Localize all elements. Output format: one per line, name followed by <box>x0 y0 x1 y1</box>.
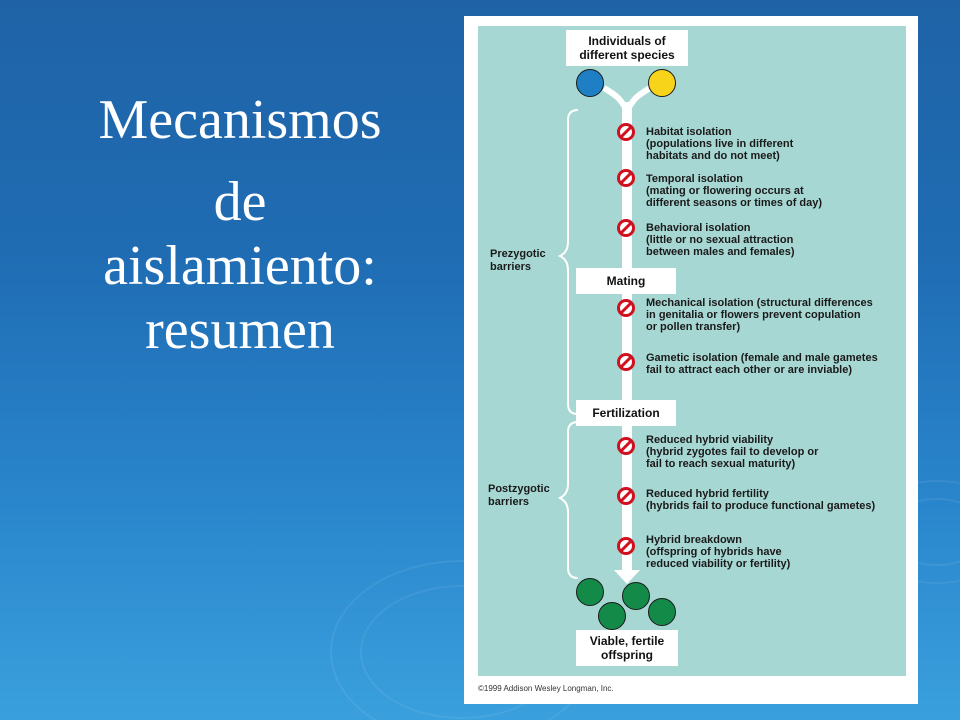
barrier-detail: habitats and do not meet) <box>646 150 780 162</box>
offspring-circle <box>648 598 676 626</box>
species-b-circle <box>648 69 676 97</box>
prezygotic-label-line: Prezygotic <box>490 248 546 260</box>
barrier-name: Gametic isolation (female and male gametes <box>646 352 878 364</box>
mating-label: Mating <box>606 274 646 288</box>
offspring-circle <box>576 578 604 606</box>
start-box <box>566 30 688 66</box>
no-entry-icon <box>616 436 636 456</box>
converge-arrow-left <box>604 88 624 106</box>
fertilization-label: Fertilization <box>592 406 660 420</box>
barrier-detail: (mating or flowering occurs at <box>646 185 804 197</box>
prezygotic-label <box>490 248 546 274</box>
offspring-circle <box>622 582 650 610</box>
species-a-circle <box>576 69 604 97</box>
barrier-detail: (offspring of hybrids have <box>646 546 782 558</box>
barrier-mechanical-isolation <box>646 297 873 333</box>
title-line: Mecanismos <box>98 89 382 151</box>
mating-box <box>576 268 676 294</box>
title-line: de <box>213 171 267 233</box>
slide-title <box>40 88 440 362</box>
postzygotic-label <box>488 483 550 509</box>
start-box-line: Individuals of <box>588 34 666 48</box>
barrier-detail: (hybrids fail to produce functional gametes) <box>646 500 876 512</box>
barrier-detail: in genitalia or flowers prevent copulation <box>646 309 861 321</box>
barrier-detail: (hybrid zygotes fail to develop or <box>646 446 819 458</box>
barrier-gametic-isolation <box>646 352 878 376</box>
postzygotic-label-line: Postzygotic <box>488 483 550 495</box>
prezygotic-label-line: barriers <box>490 261 531 273</box>
no-entry-icon <box>616 536 636 556</box>
barrier-reduced-hybrid-fertility <box>646 488 875 512</box>
copyright-text: ©1999 Addison Wesley Longman, Inc. <box>478 684 614 693</box>
fertilization-box <box>576 400 676 426</box>
no-entry-icon <box>616 486 636 506</box>
barrier-detail: different seasons or times of day) <box>646 197 823 209</box>
end-box-line: Viable, fertile <box>589 634 665 648</box>
barrier-name: Habitat isolation <box>646 126 732 138</box>
barrier-temporal-isolation <box>646 173 822 209</box>
postzygotic-bracket <box>560 422 578 578</box>
barrier-detail: or pollen transfer) <box>646 321 741 333</box>
no-entry-icon <box>616 218 636 238</box>
barrier-detail: fail to attract each other or are inviable) <box>646 364 853 376</box>
barrier-detail: reduced viability or fertility) <box>646 558 791 570</box>
barrier-habitat-isolation <box>646 126 793 162</box>
figure-card <box>464 16 918 704</box>
prezygotic-bracket <box>560 110 578 414</box>
end-box <box>576 630 678 666</box>
postzygotic-label-line: barriers <box>488 496 529 508</box>
barrier-name: Reduced hybrid fertility <box>646 488 769 500</box>
barrier-name: Reduced hybrid viability <box>646 434 774 446</box>
start-box-line: different species <box>579 48 675 62</box>
no-entry-icon <box>616 168 636 188</box>
barrier-name: Temporal isolation <box>646 173 743 185</box>
barrier-detail: (little or no sexual attraction <box>646 234 794 246</box>
no-entry-icon <box>616 352 636 372</box>
barrier-name: Hybrid breakdown <box>646 534 742 546</box>
offspring-circle <box>598 602 626 630</box>
barrier-hybrid-breakdown <box>646 534 790 570</box>
barrier-reduced-hybrid-viability <box>646 434 818 470</box>
title-line: resumen <box>145 299 335 361</box>
barrier-detail: (populations live in different <box>646 138 794 150</box>
no-entry-icon <box>616 122 636 142</box>
no-entry-icon <box>616 298 636 318</box>
barrier-detail: between males and females) <box>646 246 795 258</box>
barrier-detail: fail to reach sexual maturity) <box>646 458 796 470</box>
title-line: aislamiento: <box>103 235 377 297</box>
converge-arrow-right <box>630 88 650 106</box>
barrier-behavioral-isolation <box>646 222 795 258</box>
barrier-name: Behavioral isolation <box>646 222 751 234</box>
barrier-name: Mechanical isolation (structural differences <box>646 297 873 309</box>
end-box-line: offspring <box>601 648 653 662</box>
